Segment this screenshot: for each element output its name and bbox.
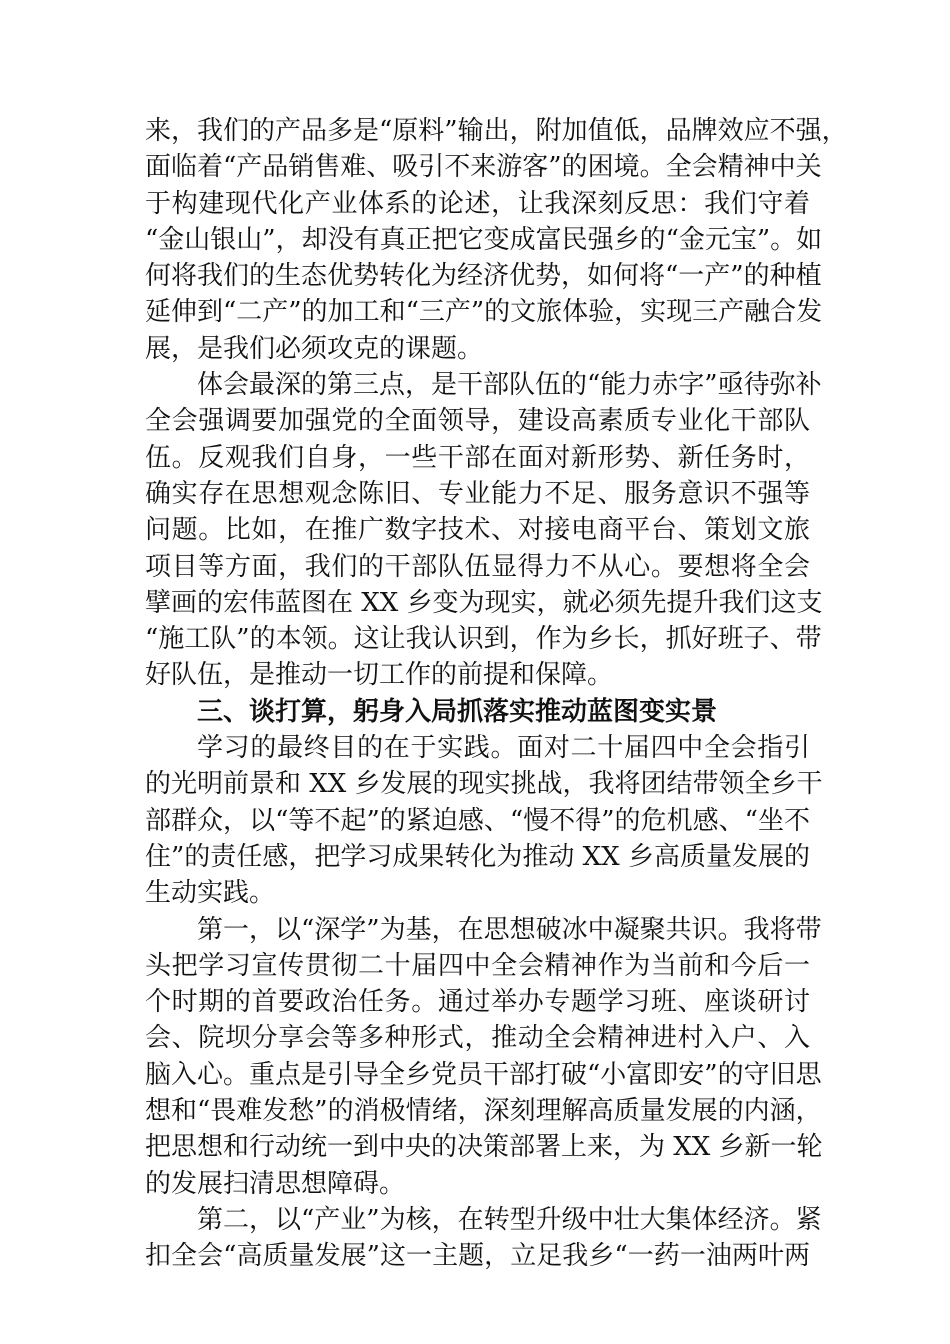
text-line: “施工队”的本领。这让我认识到，作为乡长，抓好班子、带 <box>145 624 822 655</box>
text-line: 全会强调要加强党的全面领导，建设高素质专业化干部队 <box>145 406 810 437</box>
text-line: 的发展扫清思想障碍。 <box>145 1168 406 1199</box>
text-line: 问题。比如，在推广数字技术、对接电商平台、策划文旅 <box>145 515 810 546</box>
text-line: 脑入心。重点是引导全乡党员干部打破“小富即安”的守旧思 <box>145 1059 822 1090</box>
text-line: 确实存在思想观念陈旧、专业能力不足、服务意识不强等 <box>145 478 810 509</box>
text-line: 头把学习宣传贯彻二十届四中全会精神作为当前和今后一 <box>145 950 810 981</box>
paragraph-start-line: 第一，以“深学”为基，在思想破冰中凝聚共识。我将带 <box>197 914 822 945</box>
text-line: 个时期的首要政治任务。通过举办专题学习班、座谈研讨 <box>145 987 810 1018</box>
paragraph-start-line: 体会最深的第三点，是干部队伍的“能力赤字”亟待弥补 <box>197 370 822 401</box>
text-line: “金山银山”，却没有真正把它变成富民强乡的“金元宝”。如 <box>145 224 823 255</box>
text-line: 住”的责任感，把学习成果转化为推动 XX 乡高质量发展的 <box>145 841 810 872</box>
text-line: 的光明前景和 XX 乡发展的现实挑战，我将团结带领全乡干 <box>145 769 823 800</box>
text-line: 面临着“产品销售难、吸引不来游客”的困境。全会精神中关 <box>145 152 822 183</box>
paragraph-start-line: 第二，以“产业”为核，在转型升级中壮大集体经济。紧 <box>197 1204 822 1235</box>
text-line: 项目等方面，我们的干部队伍显得力不从心。要想将全会 <box>145 551 810 582</box>
text-line: 擘画的宏伟蓝图在 XX 乡变为现实，就必须先提升我们这支 <box>145 587 823 618</box>
text-line: 延伸到“二产”的加工和“三产”的文旅体验，实现三产融合发 <box>145 297 823 328</box>
text-line: 何将我们的生态优势转化为经济优势，如何将“一产”的种植 <box>145 261 822 292</box>
text-line: 伍。反观我们自身，一些干部在面对新形势、新任务时， <box>145 442 810 473</box>
paragraph-start-line: 学习的最终目的在于实践。面对二十届四中全会指引 <box>197 733 810 764</box>
text-line: 把思想和行动统一到中央的决策部署上来，为 XX 乡新一轮 <box>145 1132 823 1163</box>
section-heading: 三、谈打算，躬身入局抓落实推动蓝图变实景 <box>197 696 718 727</box>
text-line: 会、院坝分享会等多种形式，推动全会精神进村入户、入 <box>145 1023 810 1054</box>
text-line: 展，是我们必须攻克的课题。 <box>145 333 484 364</box>
text-line: 部群众，以“等不起”的紧迫感、“慢不得”的危机感、“坐不 <box>145 805 810 836</box>
text-line: 于构建现代化产业体系的论述，让我深刻反思：我们守着 <box>145 188 810 219</box>
text-line: 来，我们的产品多是“原料”输出，附加值低，品牌效应不强， <box>145 116 848 146</box>
document-body <box>145 113 848 1275</box>
text-line: 想和“畏难发愁”的消极情绪，深刻理解高质量发展的内涵， <box>145 1096 822 1127</box>
text-line: 好队伍，是推动一切工作的前提和保障。 <box>145 660 614 691</box>
text-line: 扣全会“高质量发展”这一主题，立足我乡“一药一油两叶两 <box>145 1241 810 1272</box>
text-line: 生动实践。 <box>145 878 276 909</box>
